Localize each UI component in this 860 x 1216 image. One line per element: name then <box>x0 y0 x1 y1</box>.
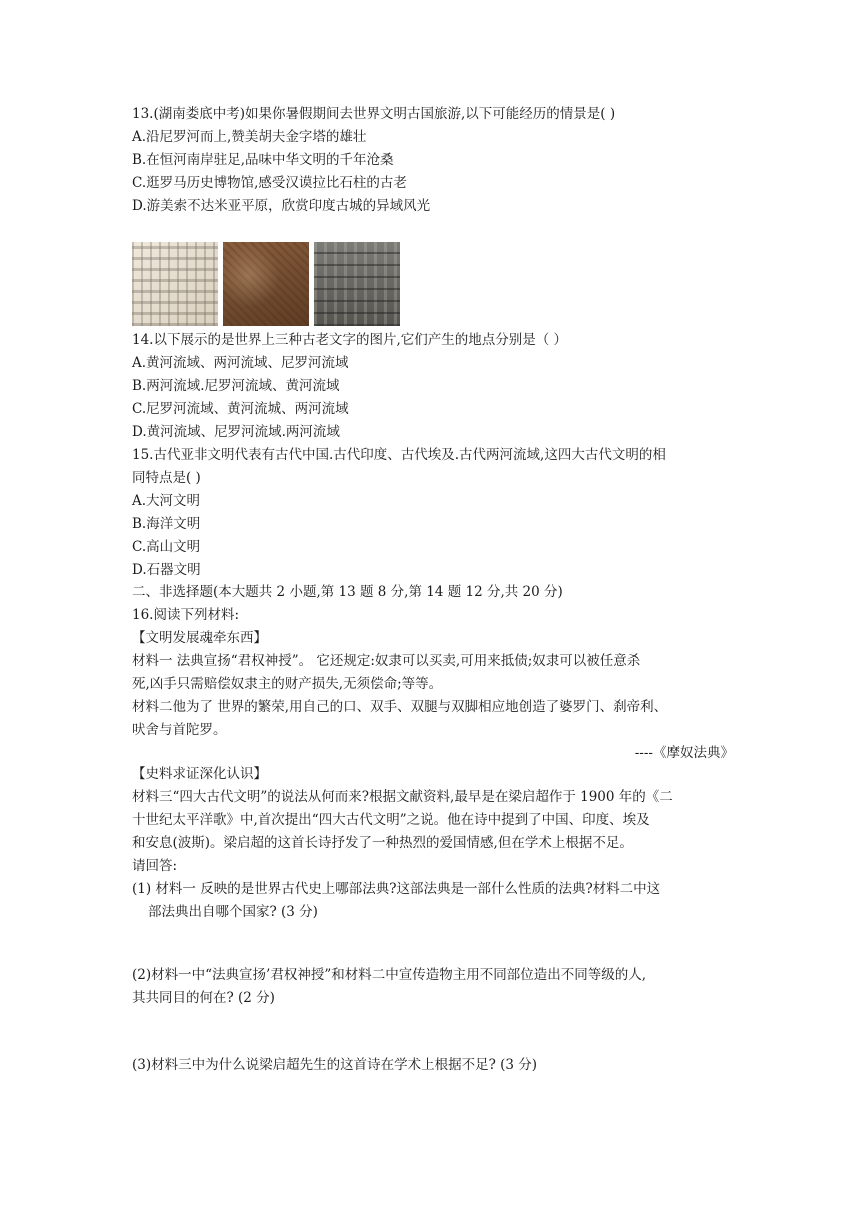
material3-line2: 十世纪太平洋歌》中,首次提出“四大古代文明”之说。他在诗中提到了中国、印度、埃及 <box>132 812 650 828</box>
oracle-bone-script-image <box>132 242 218 326</box>
q13-option-a: A.沿尼罗河而上,赞美胡夫金字塔的雄壮 <box>132 129 367 145</box>
q15-stem-line2: 同特点是( ) <box>132 470 201 486</box>
material1-line1: 材料一 法典宣扬“君权神授”。 它还规定:奴隶可以买卖,可用来抵债;奴隶可以被任意杀 <box>132 653 641 669</box>
block2-title: 【史料求证深化认识】 <box>132 766 267 782</box>
q15-option-d: D.石器文明 <box>132 562 201 578</box>
material-source: ----《摩奴法典》 <box>634 745 734 761</box>
block1-title: 【文明发展魂牵东西】 <box>132 630 267 646</box>
section2-heading: 二、非选择题(本大题共 2 小题,第 13 题 8 分,第 14 题 12 分,共 20 分) <box>132 584 563 600</box>
answer-prompt: 请回答: <box>132 858 178 874</box>
cuneiform-tablet-image <box>314 242 400 326</box>
material2-line1: 材料二他为了 世界的繁荣,用自己的口、双手、双腿与双脚相应地创造了婆罗门、刹帝利、 <box>132 699 668 715</box>
q13-option-b: B.在恒河南岸驻足,品味中华文明的千年沧桑 <box>132 152 394 168</box>
material3-line3: 和安息(波斯)。梁启超的这首长诗抒发了一种热烈的爱国情感,但在学术上根据不足。 <box>132 835 633 851</box>
hieroglyph-stone-image <box>223 242 309 326</box>
q13-option-c: C.逛罗马历史博物馆,感受汉谟拉比石柱的古老 <box>132 175 407 191</box>
subquestion2-line2: 其共同目的何在? (2 分) <box>132 990 275 1006</box>
q16-intro: 16.阅读下列材料: <box>132 607 240 623</box>
q14-option-c: C.尼罗河流域、黄河流城、两河流域 <box>132 401 349 417</box>
subquestion1-line1: (1) 材料一 反映的是世界古代史上哪部法典?这部法典是一部什么性质的法典?材料二中这 <box>132 881 661 897</box>
q15-stem-line1: 15.古代亚非文明代表有古代中国.古代印度、古代埃及.古代两河流域,这四大古代文明的相 <box>132 447 666 463</box>
ancient-script-images <box>132 242 400 326</box>
material3-line1: 材料三“四大古代文明”的说法从何而来?根据文献资料,最早是在梁启超作于 1900 年的《二 <box>132 789 673 805</box>
material2-line2: 吠舍与首陀罗。 <box>132 722 227 738</box>
subquestion2-line1: (2)材料一中“法典宣扬’君权神授”和材料二中宣传造物主用不同部位造出不同等级的人, <box>132 967 647 983</box>
subquestion1-line2: 部法典出自哪个国家? (3 分) <box>148 904 318 920</box>
q13-option-d: D.游美索不达米亚平原，欣赏印度古城的异域风光 <box>132 198 431 214</box>
q14-stem: 14.以下展示的是世界上三种古老文字的图片,它们产生的地点分别是（ ） <box>132 332 568 348</box>
q14-option-a: A.黄河流域、两河流域、尼罗河流域 <box>132 355 349 371</box>
subquestion3: (3)材料三中为什么说梁启超先生的这首诗在学术上根据不足? (3 分) <box>132 1057 538 1073</box>
q14-option-b: B.两河流域.尼罗河流域、黄河流域 <box>132 378 340 394</box>
q13-stem: 13.(湖南娄底中考)如果你暑假期间去世界文明古国旅游,以下可能经历的情景是( ) <box>132 106 616 122</box>
q14-option-d: D.黄河流域、尼罗河流域.两河流域 <box>132 424 340 440</box>
q15-option-a: A.大河文明 <box>132 493 201 509</box>
q15-option-c: C.高山文明 <box>132 539 201 555</box>
q15-option-b: B.海洋文明 <box>132 516 201 532</box>
material1-line2: 死,凶手只需赔偿奴隶主的财产损失,无须偿命;等等。 <box>132 676 443 692</box>
